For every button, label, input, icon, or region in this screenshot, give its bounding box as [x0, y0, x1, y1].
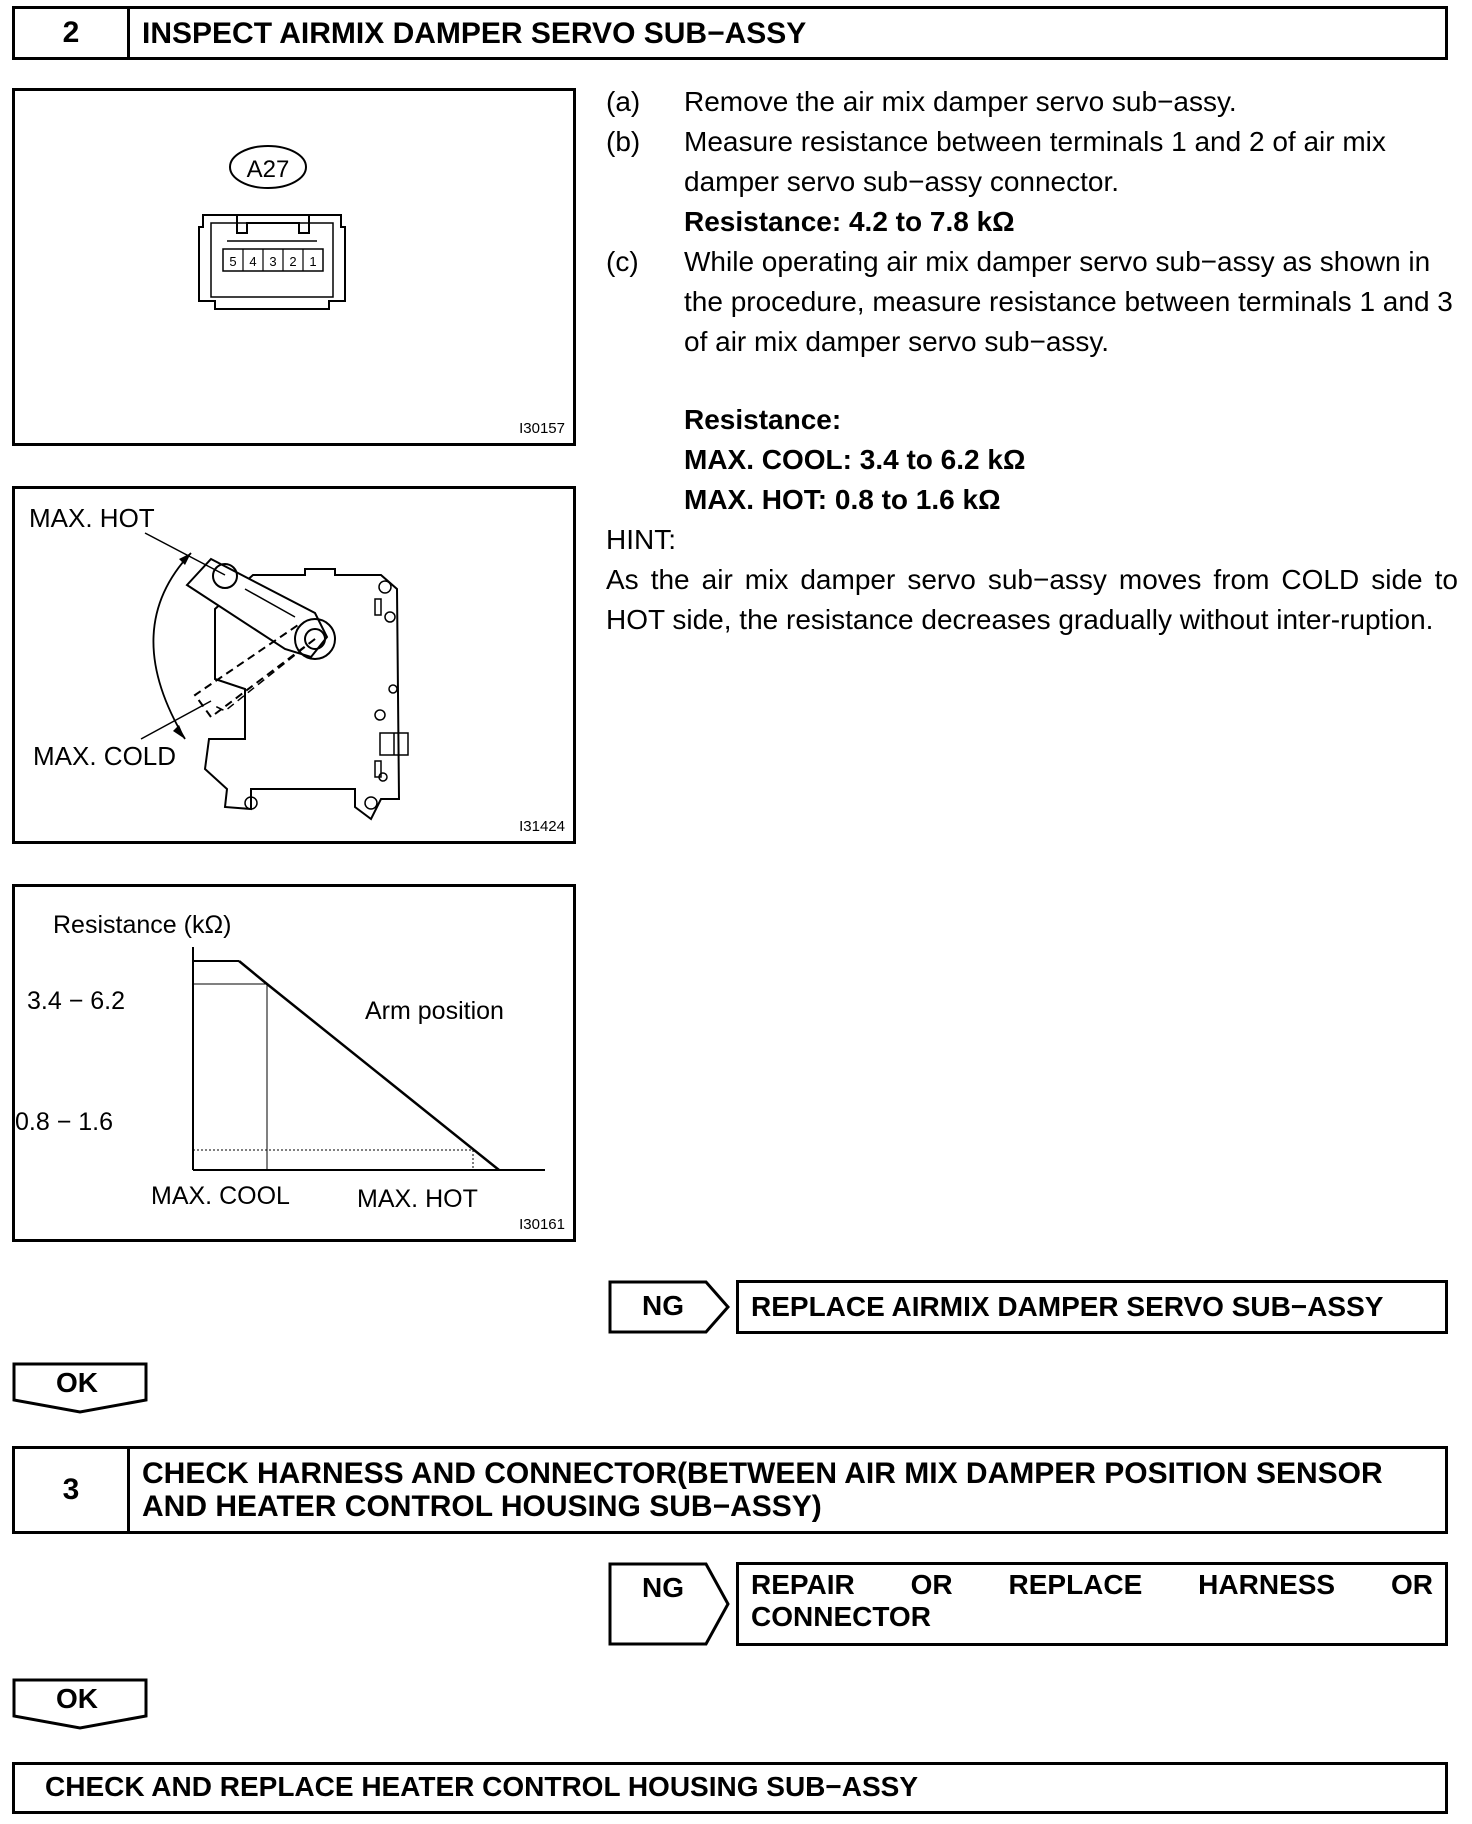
- pin-4: 4: [249, 254, 257, 269]
- ng-label: NG: [642, 1290, 684, 1321]
- step-c-label: (c): [606, 246, 639, 277]
- figure-id: I31424: [519, 818, 565, 835]
- step-3-header: [12, 1446, 1448, 1534]
- tick-label-low: 0.8 − 1.6: [15, 1108, 113, 1136]
- ng-label: NG: [642, 1572, 684, 1603]
- final-step-box: CHECK AND REPLACE HEATER CONTROL HOUSING SUB−ASSY: [12, 1762, 1448, 1814]
- x-tick-max-hot: MAX. HOT: [357, 1185, 478, 1213]
- connector-label: A27: [246, 156, 290, 183]
- step-number: 3: [15, 1449, 130, 1531]
- ok-arrow: [12, 1678, 148, 1730]
- pin-2: 2: [289, 254, 297, 269]
- pin-5: 5: [229, 254, 237, 269]
- step-b-spec: Resistance: 4.2 to 7.8 kΩ: [684, 206, 1015, 237]
- tick-label-high: 3.4 − 6.2: [27, 987, 125, 1015]
- resistance-chart-figure: [12, 884, 576, 1242]
- pin-1: 1: [309, 254, 317, 269]
- step-c-spec-title: Resistance:: [684, 404, 842, 435]
- step-a-text: Remove the air mix damper servo sub−assy.: [684, 86, 1237, 117]
- ng-action-box: REPLACE AIRMIX DAMPER SERVO SUB−ASSY: [736, 1280, 1448, 1334]
- chart-ylabel: Resistance (kΩ): [53, 911, 232, 939]
- step-b: [606, 122, 1456, 202]
- max-cold-label: MAX. COLD: [33, 741, 177, 771]
- ng-arrow: [608, 1280, 732, 1334]
- x-tick-max-cool: MAX. COOL: [151, 1182, 290, 1210]
- resistance-chart: [15, 887, 573, 1239]
- step-c: [606, 242, 1456, 362]
- figure-id: I30161: [519, 1216, 565, 1233]
- step-2-header: [12, 6, 1448, 60]
- step-b-text: Measure resistance between terminals 1 and 2 of air mix damper servo sub−assy connector.: [684, 126, 1386, 197]
- ok-arrow: [12, 1362, 148, 1414]
- servo-drawing: [15, 489, 573, 841]
- ng-action-box: REPAIR OR REPLACE HARNESS OR CONNECTOR: [736, 1562, 1448, 1646]
- hint-text: As the air mix damper servo sub−assy moves from COLD side to HOT side, the resistance decreases gradually without inter-ruption.: [606, 564, 1458, 635]
- figure-id: I30157: [519, 420, 565, 437]
- step-c-spec-cool: MAX. COOL: 3.4 to 6.2 kΩ: [684, 444, 1026, 475]
- step-a: [606, 82, 1456, 122]
- ok-label: OK: [56, 1367, 98, 1398]
- step-b-label: (b): [606, 126, 641, 157]
- max-hot-label: MAX. HOT: [29, 503, 155, 533]
- ok-label: OK: [56, 1683, 98, 1714]
- step-c-spec-hot: MAX. HOT: 0.8 to 1.6 kΩ: [684, 484, 1001, 515]
- series-label: Arm position: [365, 997, 504, 1025]
- step-title: INSPECT AIRMIX DAMPER SERVO SUB−ASSY: [142, 16, 807, 50]
- step-a-label: (a): [606, 86, 641, 117]
- ng-arrow: [608, 1562, 732, 1646]
- connector-drawing: [15, 91, 573, 443]
- step-title: CHECK HARNESS AND CONNECTOR(BETWEEN AIR MIX DAMPER POSITION SENSOR AND HEATER CONTROL HOUSING SUB−ASSY): [142, 1457, 1383, 1523]
- servo-arm-figure: [12, 486, 576, 844]
- step-number: 2: [15, 9, 130, 57]
- pin-3: 3: [269, 254, 277, 269]
- hint-title: HINT:: [606, 524, 676, 555]
- step-c-text: While operating air mix damper servo sub−assy as shown in the procedure, measure resistance between terminals 1 and 3 of air mix damper servo sub−assy.: [684, 246, 1453, 357]
- connector-figure: [12, 88, 576, 446]
- arm-position-line: [239, 961, 499, 1170]
